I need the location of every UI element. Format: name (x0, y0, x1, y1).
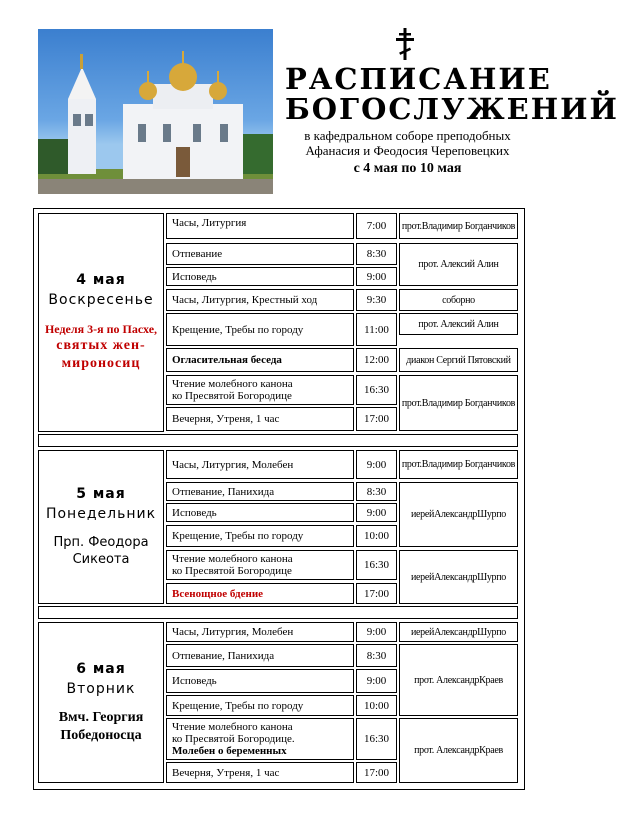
service-time: 16:30 (356, 718, 397, 760)
service-name-line1: Чтение молебного канона (172, 378, 293, 390)
service-name (166, 550, 354, 580)
service-name: Огласительная беседа (166, 348, 354, 372)
day-separator (38, 606, 518, 619)
service-time: 9:00 (356, 669, 397, 693)
service-clergy: соборно (399, 289, 518, 311)
service-name: Крещение, Требы по городу (166, 525, 354, 547)
service-clergy: иерейАлександрШурпо (399, 622, 518, 642)
service-name: Всенощное бдение (166, 583, 354, 604)
day-feast-line2: Сикеота (72, 552, 130, 567)
day-feast-line2: Победоносца (60, 727, 142, 743)
service-name-line2: ко Пресвятой Богородице (172, 565, 292, 577)
day-feast-line2: мироносиц (61, 356, 141, 371)
service-time: 8:30 (356, 644, 397, 667)
service-clergy: прот. АлександрКраев (399, 644, 518, 716)
day-cell-may6 (38, 622, 164, 783)
day-feast-line1: святых жен- (56, 338, 146, 353)
service-name: Отпевание, Панихида (166, 482, 354, 501)
orthodox-cross-icon (395, 28, 415, 65)
day-weekday: Воскресенье (48, 292, 154, 308)
service-clergy: прот.Владимир Богданчиков (399, 375, 518, 431)
service-time: 10:00 (356, 525, 397, 547)
day-cell-may4 (38, 213, 164, 432)
service-time: 12:00 (356, 348, 397, 372)
service-name-line3: Молебен о беременных (172, 745, 287, 757)
service-time: 10:00 (356, 695, 397, 716)
schedule-period: с 4 мая по 10 мая (353, 161, 462, 176)
cathedral-photo (38, 29, 273, 194)
service-time: 9:00 (356, 622, 397, 642)
service-name: Крещение, Требы по городу (166, 313, 354, 346)
service-name: Часы, Литургия, Молебен (166, 450, 354, 479)
day-feast-line1: Прп. Феодора (53, 535, 149, 550)
service-time: 7:00 (356, 213, 397, 239)
day-feast-line1: Вмч. Георгия (58, 709, 144, 725)
service-time: 17:00 (356, 583, 397, 604)
service-name (166, 718, 354, 760)
day-date: 4 мая (76, 272, 126, 288)
service-time: 11:00 (356, 313, 397, 346)
service-name: Исповедь (166, 669, 354, 693)
service-time: 9:00 (356, 503, 397, 522)
service-time: 16:30 (356, 375, 397, 405)
service-name: Исповедь (166, 503, 354, 522)
service-time: 9:30 (356, 289, 397, 311)
service-clergy: прот.Владимир Богданчиков (399, 213, 518, 239)
day-separator (38, 434, 518, 447)
day-cell-may5 (38, 450, 164, 604)
page-title-line1: РАСПИСАНИЕ (285, 62, 552, 96)
service-clergy: прот.Владимир Богданчиков (399, 450, 518, 479)
day-feast-small: Неделя 3-я по Пасхе, (44, 322, 158, 336)
service-time: 17:00 (356, 407, 397, 431)
service-clergy: иерейАлександрШурпо (399, 550, 518, 604)
service-name: Вечерня, Утреня, 1 час (166, 762, 354, 783)
service-name-line1: Чтение молебного канона (172, 721, 293, 733)
service-clergy: иерейАлександрШурпо (399, 482, 518, 547)
service-name-line1: Чтение молебного канона (172, 553, 293, 565)
service-name: Вечерня, Утреня, 1 час (166, 407, 354, 431)
service-time: 8:30 (356, 243, 397, 265)
service-name: Крещение, Требы по городу (166, 695, 354, 716)
service-name: Отпевание (166, 243, 354, 265)
service-time: 16:30 (356, 550, 397, 580)
day-weekday: Понедельник (45, 506, 157, 522)
service-time: 8:30 (356, 482, 397, 501)
day-date: 5 мая (76, 486, 126, 502)
service-time: 9:00 (356, 267, 397, 286)
service-clergy: прот. АлександрКраев (399, 718, 518, 783)
service-name (166, 375, 354, 405)
service-time: 17:00 (356, 762, 397, 783)
service-name-line2: ко Пресвятой Богородице. (172, 733, 295, 745)
day-date: 6 мая (76, 660, 126, 677)
service-clergy: диакон Сергий Пятовский (399, 348, 518, 372)
subtitle-line2: Афанасия и Феодосия Череповецких (305, 143, 510, 158)
service-name: Часы, Литургия, Крестный ход (166, 289, 354, 311)
service-clergy: прот. Алексий Алин (399, 243, 518, 286)
service-name: Часы, Литургия (166, 213, 354, 239)
service-name: Отпевание, Панихида (166, 644, 354, 667)
service-name-line2: ко Пресвятой Богородице (172, 390, 292, 402)
page-title-line2: БОГОСЛУЖЕНИЙ (285, 92, 619, 126)
subtitle-line1: в кафедральном соборе преподобных (304, 128, 511, 143)
service-clergy: прот. Алексий Алин (399, 313, 518, 335)
service-name: Исповедь (166, 267, 354, 286)
service-name: Часы, Литургия, Молебен (166, 622, 354, 642)
service-time: 9:00 (356, 450, 397, 479)
day-weekday: Вторник (66, 680, 136, 697)
